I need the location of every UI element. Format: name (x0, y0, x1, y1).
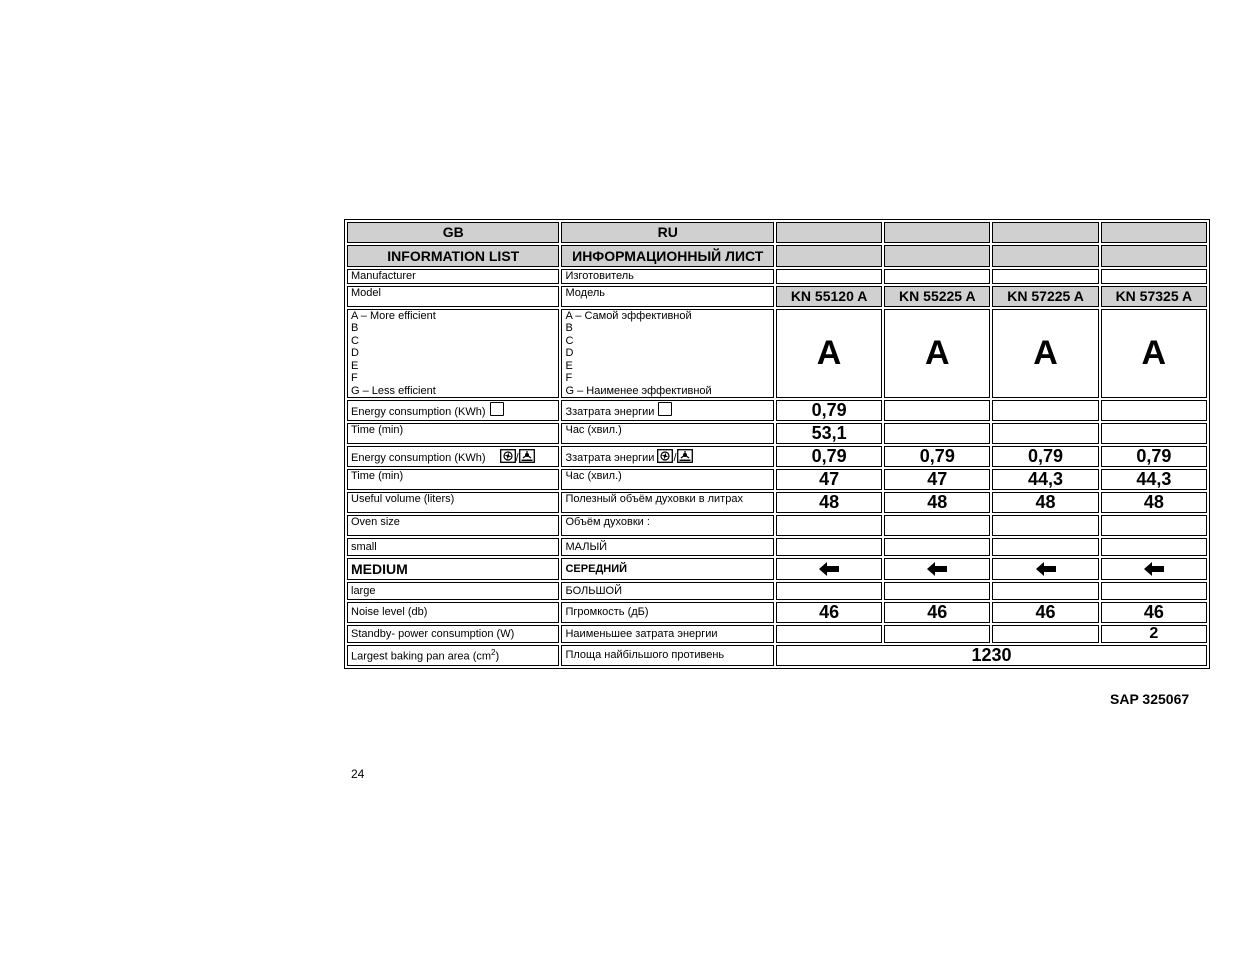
noise-gb: Noise level (db) (347, 602, 559, 623)
time-fan-2: 47 (884, 469, 990, 490)
info-ru-header: ИНФОРМАЦИОННЫЙ ЛИСТ (561, 245, 773, 267)
efficiency-ru-line: G – Наименее эффективной (565, 384, 712, 397)
efficiency-row (347, 309, 1207, 399)
time-conv-ru: Час (хвил.) (561, 423, 773, 444)
large-ru: БОЛЬШОЙ (561, 582, 773, 600)
efficiency-ru (561, 309, 773, 399)
energy-conv-1: 0,79 (776, 400, 882, 421)
noise-3: 46 (992, 602, 1098, 623)
standby-4: 2 (1101, 625, 1207, 643)
baking-gb-label: Largest baking pan area (cm (351, 651, 492, 664)
efficiency-ru-line: E (565, 359, 573, 372)
efficiency-ru-line: D (565, 347, 574, 359)
model-gb: Model (347, 286, 559, 307)
medium-marker-1 (776, 558, 882, 580)
efficiency-grade-1: A (776, 309, 882, 399)
energy-conv-ru (561, 400, 773, 421)
manufacturer-gb: Manufacturer (347, 269, 559, 284)
left-arrow-icon (926, 561, 948, 577)
lang-ru-header: RU (561, 222, 773, 243)
time-fan-ru: Час (хвил.) (561, 469, 773, 490)
information-table (344, 219, 1210, 669)
medium-marker-2 (884, 558, 990, 580)
lang-gb-header: GB (347, 222, 559, 243)
time-fan-4: 44,3 (1101, 469, 1207, 490)
baking-value: 1230 (776, 645, 1207, 666)
standby-1 (776, 625, 882, 643)
small-gb: small (347, 538, 559, 556)
large-gb: large (347, 582, 559, 600)
volume-3: 48 (992, 492, 1098, 513)
volume-1: 48 (776, 492, 882, 513)
sap-code: SAP 325067 (1110, 691, 1190, 707)
standby-row (347, 625, 1207, 643)
baking-gb-end: ) (495, 651, 500, 664)
oven-size-row (347, 515, 1207, 536)
time-fan-row (347, 469, 1207, 490)
energy-fan-1: 0,79 (776, 446, 882, 467)
model-ru: Модель (561, 286, 773, 307)
efficiency-gb (347, 309, 559, 399)
noise-1: 46 (776, 602, 882, 623)
noise-row (347, 602, 1207, 623)
standby-gb: Standby- power consumption (W) (347, 625, 559, 643)
noise-4: 46 (1101, 602, 1207, 623)
volume-row (347, 492, 1207, 513)
efficiency-ru-line: C (565, 334, 574, 347)
efficiency-ru-line: B (565, 322, 573, 334)
volume-ru: Полезный объём духовки в литрах (561, 492, 773, 513)
fan-separator: / (515, 451, 519, 464)
manufacturer-row (347, 269, 1207, 284)
medium-marker-4 (1101, 558, 1207, 580)
time-conv-1: 53,1 (776, 423, 882, 444)
energy-conventional-row (347, 400, 1207, 421)
energy-fan-gb-label: Energy consumption (KWh) (351, 451, 486, 464)
efficiency-grade-4: A (1101, 309, 1207, 399)
energy-conv-gb-label: Energy consumption (KWh) (351, 406, 486, 419)
baking-row (347, 645, 1207, 666)
fan-bottom-heat-icon (677, 449, 693, 463)
efficiency-grade-2: A (884, 309, 990, 399)
energy-conv-2 (884, 400, 990, 421)
baking-gb (347, 645, 559, 666)
medium-marker-3 (992, 558, 1098, 580)
info-header-row (347, 245, 1207, 267)
efficiency-ru-line: F (565, 372, 573, 384)
small-row (347, 538, 1207, 556)
standby-ru: Наименьшее затрата энергии (561, 625, 773, 643)
efficiency-gb-line: E (351, 359, 359, 372)
noise-2: 46 (884, 602, 990, 623)
time-conventional-row (347, 423, 1207, 444)
medium-ru: СЕРЕДНИЙ (561, 558, 773, 580)
model-3: KN 57225 A (992, 286, 1098, 307)
volume-4: 48 (1101, 492, 1207, 513)
left-arrow-icon (818, 561, 840, 577)
volume-gb: Useful volume (liters) (347, 492, 559, 513)
standby-2 (884, 625, 990, 643)
medium-row (347, 558, 1207, 580)
time-fan-1: 47 (776, 469, 882, 490)
oven-size-ru: Объём духовки : (561, 515, 773, 536)
energy-fan-ru-label: Ззатрата энергии (565, 451, 655, 464)
time-fan-gb: Time (min) (347, 469, 559, 490)
volume-2: 48 (884, 492, 990, 513)
time-conv-4 (1101, 423, 1207, 444)
manufacturer-ru: Изготовитель (561, 269, 773, 284)
left-arrow-icon (1143, 561, 1165, 577)
time-conv-gb: Time (min) (347, 423, 559, 444)
energy-fan-4: 0,79 (1101, 446, 1207, 467)
energy-conv-gb (347, 400, 559, 421)
fan-oven-icon (657, 449, 673, 463)
energy-fan-ru (561, 446, 773, 467)
energy-fan-3: 0,79 (992, 446, 1098, 467)
fan-oven-icon (500, 449, 516, 463)
conventional-oven-icon (658, 402, 672, 416)
fan-separator: / (673, 451, 677, 464)
model-2: KN 55225 A (884, 286, 990, 307)
efficiency-gb-line: A – More efficient (351, 309, 436, 322)
efficiency-ru-line: A – Самой эффективной (565, 309, 692, 322)
oven-size-gb: Oven size (347, 515, 559, 536)
energy-conv-4 (1101, 400, 1207, 421)
efficiency-gb-line: D (351, 347, 359, 359)
info-gb-header: INFORMATION LIST (347, 245, 559, 267)
baking-gb-sup: 2 (491, 648, 496, 658)
time-conv-2 (884, 423, 990, 444)
energy-conv-ru-label: Ззатрата энергии (565, 406, 655, 419)
standby-3 (992, 625, 1098, 643)
time-conv-3 (992, 423, 1098, 444)
model-1: KN 55120 A (776, 286, 882, 307)
efficiency-gb-line: B (351, 322, 359, 334)
energy-fan-gb (347, 446, 559, 467)
conventional-oven-icon (490, 402, 504, 416)
efficiency-gb-line: C (351, 334, 359, 347)
efficiency-gb-line: G – Less efficient (351, 384, 436, 397)
medium-gb: MEDIUM (347, 558, 559, 580)
model-row (347, 286, 1207, 307)
left-arrow-icon (1035, 561, 1057, 577)
baking-ru: Площа найбільшого противень (561, 645, 773, 666)
noise-ru: Пгромкость (дБ) (561, 602, 773, 623)
lang-header-row (347, 222, 1207, 243)
energy-fan-row (347, 446, 1207, 467)
efficiency-gb-line: F (351, 372, 358, 384)
efficiency-grade-3: A (992, 309, 1098, 399)
energy-conv-3 (992, 400, 1098, 421)
small-ru: МАЛЫЙ (561, 538, 773, 556)
large-row (347, 582, 1207, 600)
page-number: 24 (351, 767, 365, 781)
energy-fan-2: 0,79 (884, 446, 990, 467)
model-4: KN 57325 A (1101, 286, 1207, 307)
time-fan-3: 44,3 (992, 469, 1098, 490)
fan-bottom-heat-icon (519, 449, 535, 463)
